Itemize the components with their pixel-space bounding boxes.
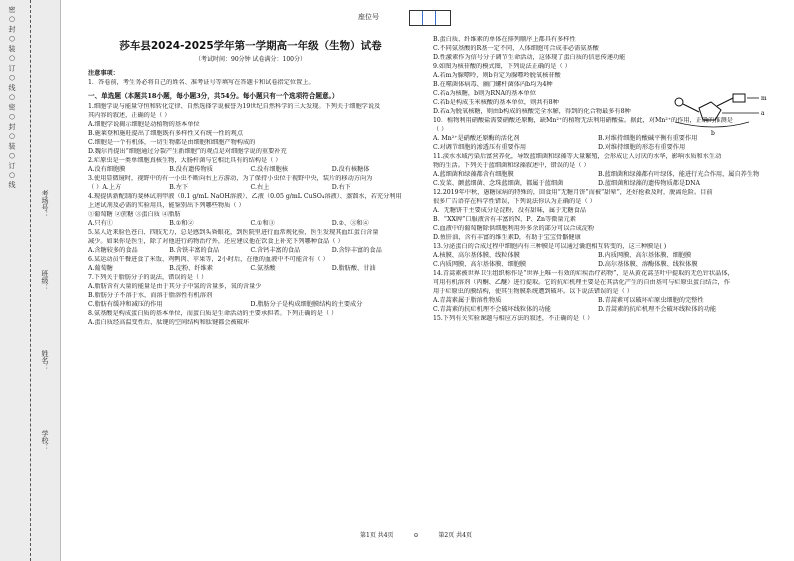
answer-options [433,135,763,144]
answer-option: D.脂肪分子是构成细胞膜结构的主要成分 [250,301,363,309]
answer-option: A.只有① [88,220,113,228]
note-line: 1．答卷前，考生务必将自己的姓名、准考证号等填写在答题卡和试卷指定位置上。 [88,78,315,86]
question-line: 其内容的叙述，正确的是（ ） [88,112,171,120]
answer-options [433,180,763,189]
answer-option: C.青蒿素的抗疟机理不会破坏线粒体的功能 [433,305,551,313]
question-line: 3.使用显微镜时，视野中的有一小虫不断向右上方游动，为了保持小虫位于视野中央，装片的移动方向为 [88,175,373,183]
question-line: 8.氨基酸是构成蛋白质的基本单位，而蛋白质是生命活动的主要承担者。下列正确的是（ ） [88,310,338,318]
answer-options [433,297,763,306]
seal-text: 密 ○ 封 ○ 装 ○ 订 ○ 线 ○ 密 ○ 封 ○ 装 ○ 订 ○ 线 [8,6,16,189]
answer-option: B.没有遗传物质 [169,166,213,174]
answer-option: D.没有核糖体 [331,166,370,174]
question-line: 1.细胞学说与能量守恒和转化定律、自然选择学说被誉为19世纪自然科学的三大发现。下列关于细胞学说及 [88,103,381,111]
fig-label-a: a [761,110,765,117]
phosphate-shape [675,98,683,106]
answer-options [433,261,763,270]
question-line: 可用有机溶剂（丙酮、乙醚）进行提取。它的抗疟机理主要是在其活化产生的自由基可与疟原虫蛋白结合，作 [433,278,730,286]
question-line: 14.青蒿素被世界卫生组织称作是“世界上唯一有效的疟疾治疗药物”，是从黄花蒿茎叶中提取的无色针状晶体， [433,269,734,277]
question-line: D.鱼肝油，含有丰富的维生素D，有助于宝宝骨骼健康 [433,233,581,241]
answer-option: C.右上 [250,184,270,192]
answer-option: C.含钙丰富的食品 [250,247,301,255]
answer-option: D.蓝细菌和绿藻的遗传物质都是DNA [598,179,700,187]
answer-options [88,184,413,193]
answer-option: C.内质网膜、高尔基体膜、细胞膜 [433,260,527,268]
question-line: C.不同氨基酸的R基一定不同，人体细胞可合成非必需氨基酸 [433,44,599,52]
answer-option: C.脂肪有缓冲和减压的作用 [88,301,163,309]
answer-option: A.含糖较多的食品 [88,247,138,255]
answer-options [433,144,763,153]
answer-option [681,252,764,261]
answer-option: B.左下 [169,184,189,192]
sugar-shape [699,102,721,120]
answer-option: （ ）A.上方 [88,184,122,192]
question-line: 7.下列关于脂肪分子的说法，错误的是（ ） [88,274,208,282]
notes-title: 注意事项： [88,69,119,77]
school-field: 学校： [41,430,49,451]
question-line: B.蛋白质、纤维素的单体在排列顺序上都具有多样性 [433,36,576,43]
question-line: B.施莱登和施旺提出了细胞既有多样性又有统一性的观点 [88,130,244,138]
cut-line [30,0,31,561]
answer-options [88,220,413,229]
answer-option: A.蓝细菌和绿藻都含有细胞膜 [433,170,514,178]
answer-option: C.①和③ [250,220,275,228]
question-line: 10．植物利用硝酸盐需要硝酸还原酶，缺Mn²⁺的植物无法利用硝酸盐。据此，对Mn²⁺的作用，正确的推测是 [433,116,733,124]
exam-room-field: 考场号： [41,190,49,218]
exam-title: 莎车县2024-2025学年第一学期高一年级（生物）试卷 [119,40,382,52]
page-footer [360,530,472,539]
class-field: 班级： [41,270,49,291]
answer-option: A.核膜、高尔基体膜、线粒体膜 [433,251,520,259]
question-line: 9.如图为核苷酸的模式图，下列说法正确的是（ ） [433,62,571,70]
answer-option: C.发菜、颤蓝细菌、念珠蓝细菌，都属于蓝细菌 [433,179,564,187]
left-column [88,36,413,328]
answer-option: B.淀粉、纤维素 [169,265,213,273]
answer-option: A.青蒿素属于脂溶性物质 [433,296,502,304]
answer-option: A.没有细胞膜 [88,166,126,174]
answer-option: D.②、③和④ [331,220,369,228]
question-line: A.脂肪含有大量的能量是由于其分子中氢的含量多，氧的含量少 [88,283,262,291]
question-line: A．无糖饼干主要成分是淀粉，没有甜味，属于无糖食品 [433,206,586,214]
question-line: D.魏尔肖提出“细胞通过分裂产生新细胞”的观点是对细胞学说的重要补充 [88,148,287,156]
student-info-fields [40,150,58,480]
answer-option: D.含锌丰富的食品 [331,247,382,255]
question-line: 11.淡水水域污染后富营养化，导致蓝细菌和绿藻等大量繁殖，会形成让人讨厌的水华，影响水质和水生动 [433,152,722,160]
answer-option: D.高尔基体膜、溶酶体膜、线粒体膜 [598,260,698,268]
section-title: 一、单选题（本题共18小题，每小题3分，共54分。每小题只有一个选项符合题意。） [88,91,339,100]
answer-option [516,252,599,261]
question-line: 5.某人近来脸色苍白、四肢无力，总是感到头昏眼花，到医院里进行血常规化验，医生发现其血红蛋白含量 [88,229,379,237]
question-line: 上述试剂及必需的实验用具，能鉴别出下列哪些物质（ ） [88,202,245,210]
question-line: D.若a为脱氧核糖，则由b构成的核酸完全水解，得到的化合物最多有8种 [433,107,631,115]
left-questions [88,103,413,328]
question-line: C.细胞是一个有机体，一切生物都是由细胞和细胞产物构成的 [88,139,256,147]
answer-options [88,166,413,175]
question-line: A.蛋白质经高温变性后，肽键的空间结构和肽键都会被破坏 [88,319,250,327]
question-line: C.若b是构成玉米核酸的基本单位，则共有8种 [433,98,559,106]
binding-margin [0,0,61,561]
name-field: 姓名： [41,350,49,371]
answer-option: A. Mn²⁺是硝酸还原酶的活化剂 [433,134,520,142]
seat-number-label: 座位号 [358,13,379,21]
answer-option: B.蓝细菌和绿藻都有叶绿体，能进行光合作用，属自养生物 [598,170,760,178]
question-line: B．“XX牌”口服液含有丰富的N、P、Zn等微量元素 [433,215,576,223]
answer-options [433,306,763,315]
fig-label-m: m [761,95,767,102]
question-line: ①葡萄糖 ②蔗糖 ③蛋白质 ④脂肪 [88,211,181,219]
question-line: B.脂肪分子不溶于水，而溶于脂溶性有机溶剂 [88,292,213,300]
answer-option: B.含铁丰富的食品 [169,247,220,255]
question-line: 减少。如果你是医生，除了对他进行药物治疗外，还应建议他在饮食上补充下列哪种食品（ ） [88,238,344,246]
question-line: 用于疟原虫的膜结构，使其生物膜系统遭到破坏。以下说法错误的是（ ） [433,287,633,295]
answer-option: C.没有细胞核 [250,166,288,174]
answer-option: B.青蒿素可以破坏疟原虫细胞的完整性 [598,296,704,304]
answer-options [433,252,763,261]
answer-options [88,301,413,310]
footer-right: 第2页 共4页 [438,532,472,539]
question-line: 很多广告语存在科学性错误，下列说法你认为正确的是（ ） [433,197,596,205]
answer-option: B.内质网膜、高尔基体膜、细胞膜 [598,251,692,259]
question-line: 15.下列有关实验课题与相应方法的叙述，不正确的是（ ） [433,314,594,322]
answer-option: D.对维持细胞的形态有重要作用 [598,143,686,151]
footer-left: 第1页 共4页 [360,532,394,539]
footer-separator: ⊙ [413,532,419,539]
answer-options [88,247,413,256]
nucleotide-diagram [665,88,770,136]
question-line: D.性激素作为信号分子调节生命活动，这体现了蛋白质的信息传递功能 [433,53,626,61]
question-line: C.血液中的葡萄糖除供细胞利用外多余的部分可以合成淀粉 [433,224,595,232]
answer-option: A.葡萄糖 [88,265,113,273]
question-line: 物的生活。下列关于蓝细菌和绿藻叙述中，错误的是（ ） [433,161,590,169]
question-line: A.若m为腺嘌呤，则b肯定为腺嘌呤脱氧核苷酸 [433,71,561,79]
answer-option: D.青蒿素的抗疟机理不会破坏线粒体的功能 [598,305,717,313]
answer-options [88,265,413,274]
question-line: 13.分泌蛋白的合成过程中细胞内有三种膜是可以通过囊泡相互转变的，这三种膜是( ) [433,242,667,250]
question-line: C.若a为核糖，b则为RNA的基本单位 [433,89,536,97]
answer-options [433,171,763,180]
answer-option: B.对维持细胞的酸碱平衡有重要作用 [598,134,698,142]
base-shape [733,94,745,102]
answer-option: C.氨基酸 [250,265,276,273]
seat-number-box [409,10,451,26]
question-line: 2.疟原虫是一类单细胞真核生物，大肠杆菌与它相比具有的结构是（ ） [88,157,282,165]
question-line: A.细胞学说揭示细胞是动植物的基本单位 [88,121,200,129]
fig-label-b: b [711,130,715,136]
answer-option: B.①和② [169,220,194,228]
answer-option: D.脂肪酸、甘油 [331,265,376,273]
question-line: （ ） [433,125,448,133]
right-questions [433,36,763,324]
question-line: 12.2019年中秋，愚糖尿病的特殊的，回食用“无糖月饼”而被“甜晕”，还好抢救及时，脱离危险。目前 [433,188,713,196]
exam-meta: （考试时间：90分钟 试卷满分：100分） [195,56,306,64]
answer-option: D.右下 [331,184,351,192]
question-line: B.在噬菌体病毒、幽门螺杆菌体内b均为4种 [433,80,553,88]
answer-option: C.对调节细胞的渗透压有重要作用 [433,143,527,151]
question-line: 4.现提供新配制的斐林试剂甲液（0.1 g/mL NaOH溶液）、乙液（0.05 g/mL CuSO₄溶液）、蒸馏水，若充分利用 [88,193,402,201]
question-line: 6.某运动员午餐进食了米饭、鸡鸭肉、苹果等，2小时后，在他的血液中不可能含有（ ） [88,256,329,264]
right-column [433,36,763,324]
